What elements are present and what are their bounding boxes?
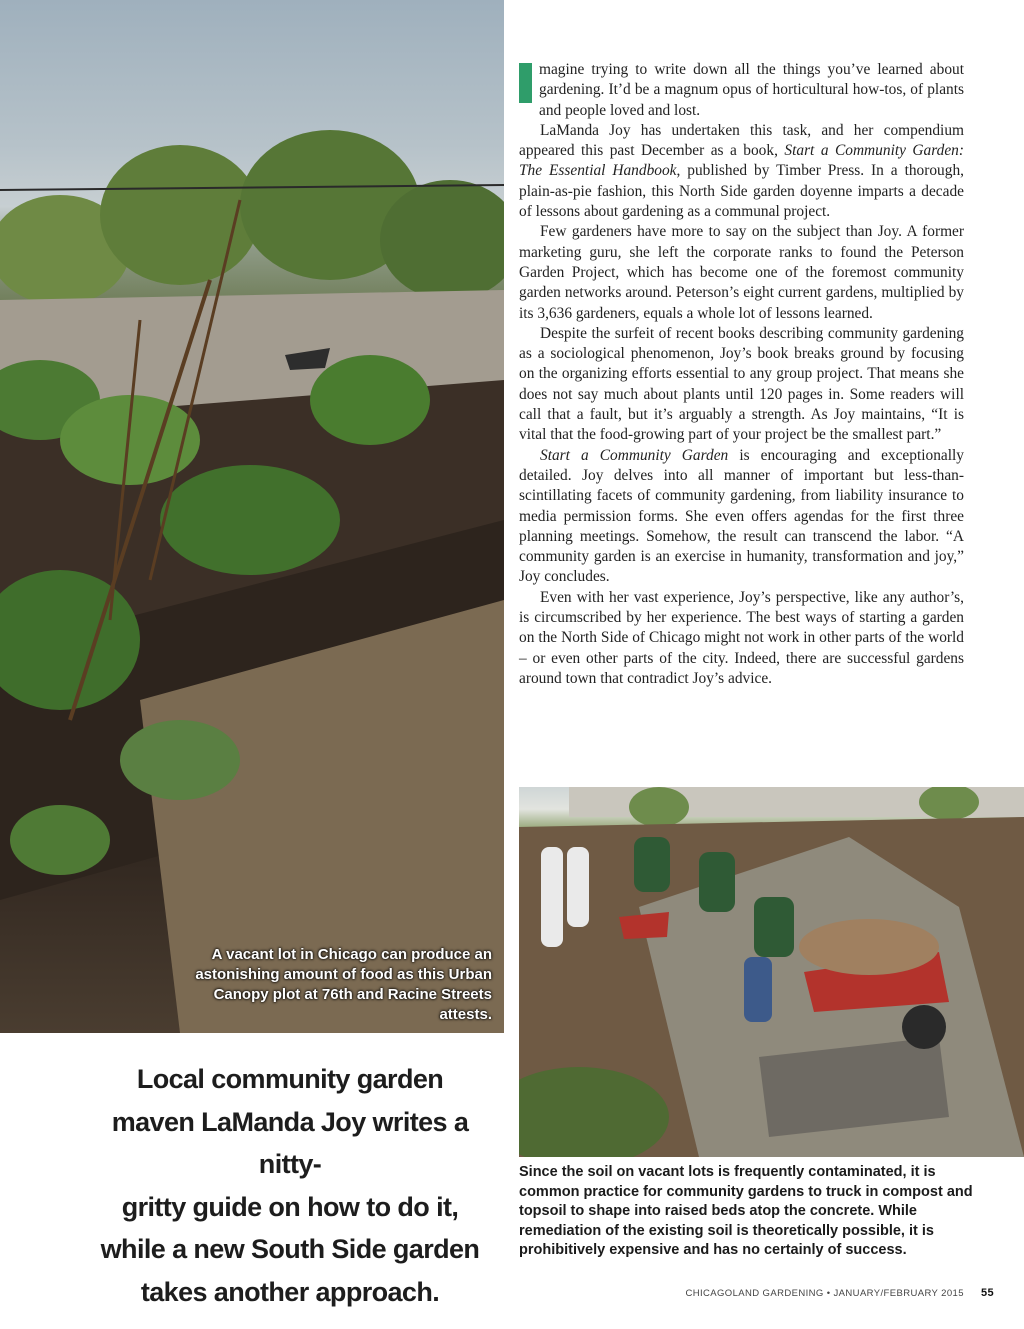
deck-line-2: maven LaManda Joy writes a nitty- [111, 1106, 469, 1179]
garden-photo-left [0, 0, 504, 1033]
page-number: 55 [980, 1287, 994, 1299]
paragraph-2-text-b: , published by Timber Press. In a thorough, plain-as-pie fashion, this North Side garden doyenne imparts a decade of lessons about gardening as a communal project. [519, 162, 964, 221]
article-paragraph-1 [519, 60, 964, 121]
article-paragraph-6: Even with her vast experience, Joy’s perspective, like any author’s, is circumscribed by her experience. The best ways of starting a garden on the North Side of Chicago might not work in other parts of the world – or even other parts of the city. Indeed, there are successful gardens around town that contradict Joy’s advice. [519, 588, 964, 687]
deck-line-3: gritty guide on how to do it, [121, 1191, 459, 1222]
page-footer [685, 1287, 994, 1299]
article-deck [80, 1058, 500, 1313]
article-paragraph-5 [519, 446, 964, 588]
article-paragraph-3: Few gardeners have more to say on the subject than Joy. A former marketing guru, she left the corporate ranks to found the Peterson Garden Project, which has become one of the foremost community garden networks around. Peterson’s eight current gardens, multiplied by its 3,636 gardeners, equals a whole lot of lessons learned. [519, 223, 964, 322]
drop-cap-i [519, 63, 532, 103]
paragraph-1-text: magine trying to write down all the things you’ve learned about gardening. It’d be a magnum opus of horticultural how-tos, of plants and people loved and lost. [539, 61, 964, 119]
deck-line-1: Local community garden [136, 1064, 444, 1094]
magazine-name: CHICAGOLAND GARDENING [685, 1288, 824, 1299]
book-title: Start a Community Garden: The Essential Handbook [519, 142, 964, 180]
deck-line-5: takes another approach. [140, 1276, 440, 1307]
article-paragraph-2 [519, 121, 964, 222]
garden-beds-illustration [0, 0, 504, 1033]
deck-line-4: while a new South Side garden [100, 1234, 480, 1264]
volunteers-wheelbarrow-illustration [519, 787, 1024, 1157]
book-title-short: Start a Community Garden [540, 446, 729, 464]
paragraph-2-text-a: LaManda Joy has undertaken this task, and her compendium appeared this past December as a book, [519, 121, 964, 160]
paragraph-5-text: is encouraging and exceptionally detailed. Joy delves into all manner of important but less-than-scintillating facets of community gardening, from liability insurance to media permission forms. She even offers agendas for the first three planning meetings. Somehow, the result can transcend the labor. “A community garden is an exercise in humanity, transformation and joy,” Joy concludes. [519, 446, 964, 586]
article-paragraph-4: Despite the surfeit of recent books describing community gardening as a sociological phenomenon, Joy’s book breaks ground by focusing on the organizing efforts essential to any group project. That means she does not say much about plants until 120 pages in. Some readers will call that a fault, but it’s arguably a strength. As Joy maintains, “It is vital that the food-growing part of your project be the smallest part.” [519, 324, 964, 444]
garden-photo-right [519, 787, 1024, 1157]
issue-date: JANUARY/FEBRUARY 2015 [833, 1288, 964, 1299]
footer-separator: • [826, 1288, 831, 1299]
photo-right-caption: Since the soil on vacant lots is frequently contaminated, it is common practice for community gardens to truck in compost and topsoil to shape into raised beds atop the concrete. While remediation of the existing soil is theoretically possible, it is prohibitively expensive and has no certainly of success. [519, 1164, 973, 1258]
article-body [519, 60, 964, 689]
photo-left-caption: A vacant lot in Chicago can produce an astonishing amount of food as this Urban Canopy plot at 76th and Racine Streets attests. [195, 946, 492, 1023]
